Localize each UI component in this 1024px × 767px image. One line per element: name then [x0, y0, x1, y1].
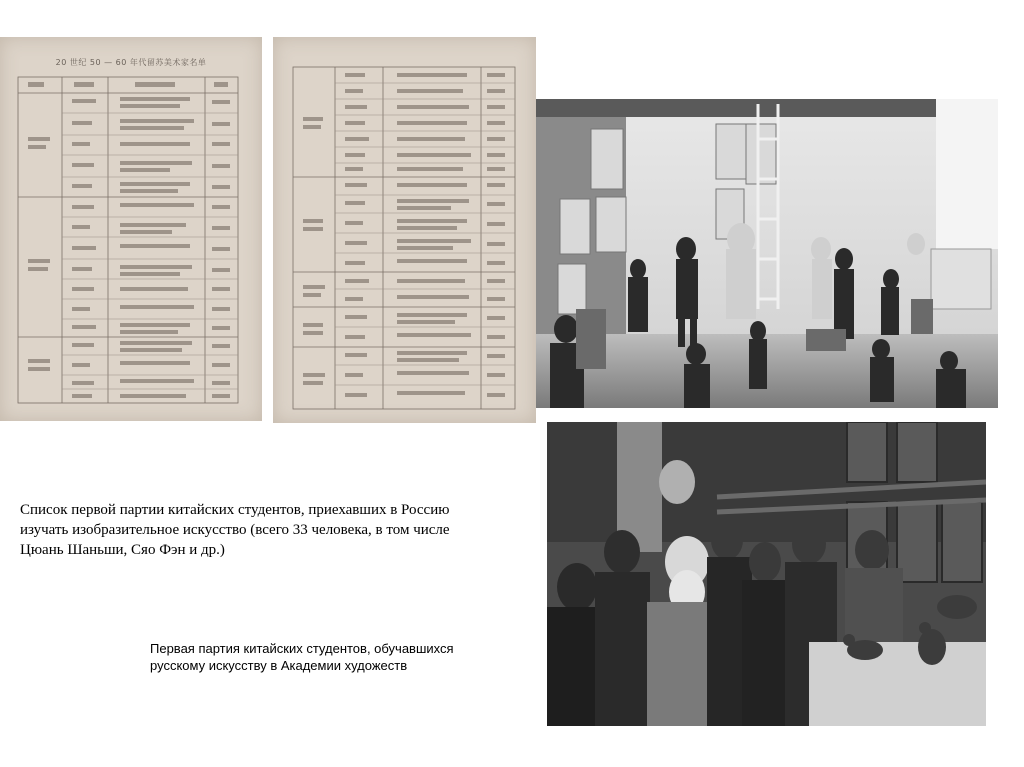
- scanned-table-right: [273, 37, 536, 423]
- sculpture-studio-photo: [536, 99, 998, 408]
- caption-academy-photo: Первая партия китайских студентов, обучавшихся русскому искусству в Академии художеств: [150, 641, 454, 673]
- scanned-list-page-left: [0, 37, 262, 421]
- group-photo-academy: [547, 422, 986, 726]
- scanned-page-title: 20 世纪 50 — 60 年代留苏美术家名单: [55, 58, 207, 67]
- caption-students-list: Список первой партии китайских студентов, приехавших в Россию изучать изобразительное искусство (всего 33 человека, в том числе Цюань Шаньши, Сяо Фэн и др.): [20, 502, 450, 558]
- scanned-table-left: [0, 37, 262, 421]
- scanned-list-page-right: [273, 37, 536, 423]
